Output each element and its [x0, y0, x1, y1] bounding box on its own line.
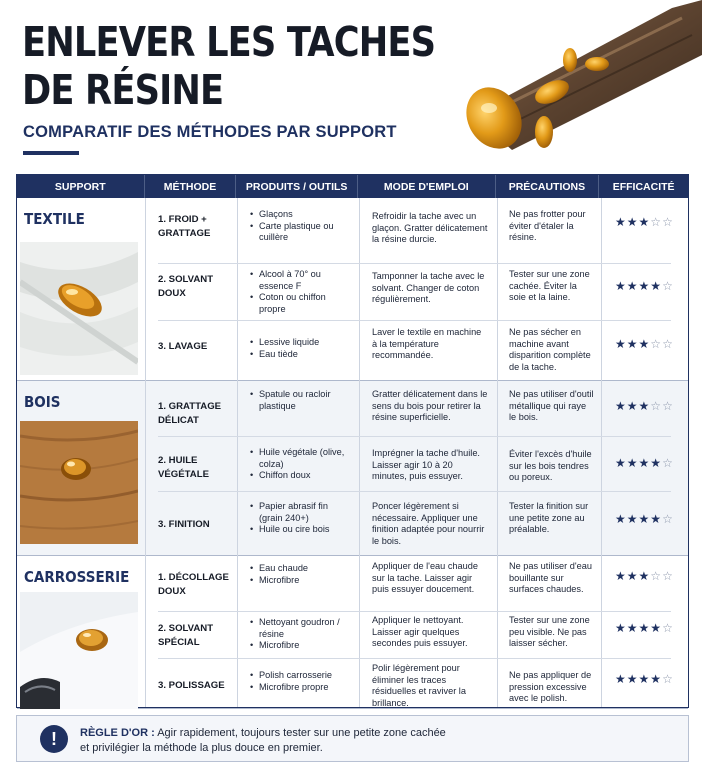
tool-item: • Microfibre: [249, 640, 349, 652]
precautions-text: Ne pas frotter pour éviter d'étaler la résine.: [509, 209, 586, 243]
precautions-text: Tester la finition sur une petite zone au préalable.: [509, 501, 589, 535]
mode-emploi-text: Tamponner la tache avec le solvant. Changer de coton régulièrement.: [372, 271, 485, 305]
mode-emploi-text: Laver le textile en machine à la température recommandée.: [372, 327, 482, 361]
section-title: CARROSSERIE: [24, 568, 130, 586]
tool-item: • Huile ou cire bois: [249, 524, 349, 536]
row-separator: [158, 611, 671, 612]
precautions-text: Ne pas utiliser d'outil métallique qui raye le bois.: [509, 389, 594, 423]
method-line: GRATTAGE: [158, 228, 211, 239]
golden-rule-box: [16, 715, 689, 762]
textile-photo: [20, 242, 138, 375]
precautions-text: Ne pas appliquer de pression excessive avec le polish.: [509, 670, 592, 704]
page-subtitle: COMPARATIF DES MÉTHODES PAR SUPPORT: [23, 123, 397, 141]
tool-item: • Spatule ou racloir plastique: [249, 389, 349, 412]
golden-rule-line-2: et privilégier la méthode la plus douce en premier.: [80, 742, 323, 754]
method-line: 3. POLISSAGE: [158, 680, 225, 691]
wood-photo: [20, 421, 138, 544]
tools-list: [249, 269, 349, 315]
tool-item: • Microfibre: [249, 575, 349, 587]
header-support: SUPPORT: [17, 175, 145, 198]
tools-list: [249, 389, 349, 412]
star-filled-icon: ★: [615, 337, 627, 351]
star-empty-icon: ☆: [662, 215, 674, 229]
method-label: [158, 340, 207, 354]
header-methode: MÉTHODE: [145, 175, 237, 198]
star-empty-icon: ☆: [650, 337, 663, 351]
star-filled-icon: ★: [626, 215, 639, 229]
star-empty-icon: ☆: [650, 569, 663, 583]
comparison-table: [16, 174, 689, 708]
star-empty-icon: ☆: [650, 399, 663, 413]
star-empty-icon: ☆: [662, 621, 674, 635]
tools-list: [249, 617, 349, 652]
rating-stars: [615, 621, 674, 635]
section-title: BOIS: [24, 393, 61, 411]
star-filled-icon: ★: [626, 569, 639, 583]
rating-stars: [615, 512, 674, 526]
star-filled-icon: ★: [638, 621, 651, 635]
tool-item: • Alcool à 70° ou essence F: [249, 269, 349, 292]
star-empty-icon: ☆: [662, 672, 674, 686]
mode-emploi-text: Refroidir la tache avec un glaçon. Gratter délicatement la résine durcie.: [372, 211, 488, 245]
col-divider: [601, 198, 602, 707]
star-empty-icon: ☆: [662, 512, 674, 526]
tool-item: • Carte plastique ou cuillère: [249, 221, 349, 244]
rating-stars: [615, 215, 674, 229]
header-efficacite: EFFICACITÉ: [612, 180, 675, 193]
header-precautions: PRÉCAUTIONS: [496, 175, 600, 198]
mode-emploi-text: Appliquer de l'eau chaude sur la tache. Laisser agir puis essuyer doucement.: [372, 561, 478, 595]
star-filled-icon: ★: [638, 399, 651, 413]
star-filled-icon: ★: [650, 672, 663, 686]
col-divider: [497, 198, 498, 707]
star-filled-icon: ★: [638, 279, 651, 293]
method-line: 2. HUILE: [158, 455, 198, 466]
tools-list: [249, 209, 349, 244]
star-filled-icon: ★: [626, 621, 639, 635]
rating-stars: [615, 337, 674, 351]
method-line: 3. FINITION: [158, 519, 210, 530]
star-empty-icon: ☆: [650, 215, 663, 229]
table-header: [17, 175, 688, 198]
rating-stars: [615, 569, 674, 583]
row-separator: [158, 491, 671, 492]
method-line: DOUX: [158, 586, 186, 597]
method-line: 1. GRATTAGE: [158, 401, 222, 412]
tool-item: • Eau tiède: [249, 349, 349, 361]
precautions-text: Ne pas utiliser d'eau bouillante sur surfaces chaudes.: [509, 561, 592, 595]
rating-stars: [615, 456, 674, 470]
star-filled-icon: ★: [626, 399, 639, 413]
star-empty-icon: ☆: [662, 569, 674, 583]
star-filled-icon: ★: [626, 512, 639, 526]
method-label: [158, 679, 225, 693]
method-line: 2. SOLVANT: [158, 623, 214, 634]
header-produits: PRODUITS / OUTILS: [236, 175, 358, 198]
precautions-text: Tester sur une zone cachée. Éviter la soie et la laine.: [509, 269, 590, 303]
method-label: [158, 400, 221, 428]
tool-item: • Lessive liquide: [249, 337, 349, 349]
method-line: DOUX: [158, 288, 186, 299]
precautions-text: Éviter l'excès d'huile sur les bois tendres ou poreux.: [509, 449, 592, 483]
col-divider: [359, 198, 360, 707]
col-divider: [145, 198, 146, 707]
golden-rule-label: RÈGLE D'OR :: [80, 727, 155, 739]
method-label: [158, 273, 213, 301]
col-divider: [237, 198, 238, 707]
star-filled-icon: ★: [626, 337, 639, 351]
tool-item: • Huile végétale (olive, colza): [249, 447, 349, 470]
method-line: 3. LAVAGE: [158, 341, 208, 352]
tools-list: [249, 563, 349, 586]
star-filled-icon: ★: [626, 456, 639, 470]
star-filled-icon: ★: [615, 569, 627, 583]
method-label: [158, 454, 209, 482]
star-filled-icon: ★: [638, 512, 651, 526]
mode-emploi-text: Imprégner la tache d'huile. Laisser agir 10 à 20 minutes, puis essuyer.: [372, 448, 480, 482]
star-filled-icon: ★: [615, 621, 627, 635]
method-line: VÉGÉTALE: [158, 469, 209, 480]
method-label: [158, 518, 210, 532]
title-line-2: DE RÉSINE: [22, 66, 224, 114]
row-separator: [158, 658, 671, 659]
star-empty-icon: ☆: [662, 337, 674, 351]
precautions-text: Tester sur une zone peu visible. Ne pas laisser sécher.: [509, 615, 590, 649]
method-label: [158, 213, 210, 241]
tool-item: • Polish carrosserie: [249, 670, 349, 682]
tools-list: [249, 670, 349, 693]
tool-item: • Chiffon doux: [249, 470, 349, 482]
star-filled-icon: ★: [650, 456, 663, 470]
method-label: [158, 571, 229, 599]
star-filled-icon: ★: [638, 456, 651, 470]
star-empty-icon: ☆: [662, 399, 674, 413]
star-empty-icon: ☆: [662, 456, 674, 470]
section-title: TEXTILE: [24, 210, 85, 228]
star-filled-icon: ★: [650, 621, 663, 635]
title-underline: [23, 151, 79, 155]
tool-item: • Coton ou chiffon propre: [249, 292, 349, 315]
method-line: SPÉCIAL: [158, 637, 200, 648]
tool-item: • Nettoyant goudron / résine: [249, 617, 349, 640]
car-body-photo: [20, 592, 138, 709]
tools-list: [249, 447, 349, 482]
title-line-1: ENLEVER LES TACHES: [22, 18, 436, 66]
tool-item: • Eau chaude: [249, 563, 349, 575]
golden-rule-text: [80, 726, 680, 756]
page-title: [22, 18, 435, 114]
row-separator: [158, 436, 671, 437]
star-filled-icon: ★: [615, 672, 627, 686]
method-line: 1. DÉCOLLAGE: [158, 572, 229, 583]
method-label: [158, 622, 213, 650]
star-filled-icon: ★: [615, 399, 627, 413]
mode-emploi-text: Polir légèrement pour éliminer les traces résiduelles et raviver la brillance.: [372, 663, 466, 708]
star-filled-icon: ★: [615, 279, 627, 293]
rating-stars: [615, 672, 674, 686]
tool-item: • Microfibre propre: [249, 682, 349, 694]
mode-emploi-text: Gratter délicatement dans le sens du bois pour retirer la résine superficielle.: [372, 389, 488, 423]
precautions-text: Ne pas sécher en machine avant disparition complète de la tache.: [509, 327, 591, 372]
rating-stars: [615, 399, 674, 413]
golden-rule-line-1: Agir rapidement, toujours tester sur une petite zone cachée: [157, 727, 446, 739]
star-empty-icon: ☆: [662, 279, 674, 293]
star-filled-icon: ★: [615, 512, 627, 526]
header-mode-emploi: MODE D'EMPLOI: [358, 175, 496, 198]
star-filled-icon: ★: [638, 215, 651, 229]
star-filled-icon: ★: [650, 279, 663, 293]
resin-branch-image: [432, 0, 702, 170]
star-filled-icon: ★: [626, 279, 639, 293]
star-filled-icon: ★: [638, 569, 651, 583]
mode-emploi-text: Appliquer le nettoyant. Laisser agir quelques secondes puis essuyer.: [372, 615, 468, 649]
method-line: DÉLICAT: [158, 415, 199, 426]
method-line: 1. FROID +: [158, 214, 207, 225]
method-line: 2. SOLVANT: [158, 274, 214, 285]
star-filled-icon: ★: [615, 215, 627, 229]
exclamation-icon: !: [40, 725, 68, 753]
star-filled-icon: ★: [626, 672, 639, 686]
row-separator: [158, 263, 671, 264]
tool-item: • Papier abrasif fin (grain 240+): [249, 501, 349, 524]
tools-list: [249, 501, 349, 536]
mode-emploi-text: Poncer légèrement si nécessaire. Appliquer une finition adaptée pour nourrir le bois.: [372, 501, 485, 546]
star-filled-icon: ★: [615, 456, 627, 470]
star-filled-icon: ★: [638, 337, 651, 351]
tool-item: • Glaçons: [249, 209, 349, 221]
rating-stars: [615, 279, 674, 293]
tools-list: [249, 337, 349, 360]
star-filled-icon: ★: [638, 672, 651, 686]
star-filled-icon: ★: [650, 512, 663, 526]
row-separator: [158, 320, 671, 321]
